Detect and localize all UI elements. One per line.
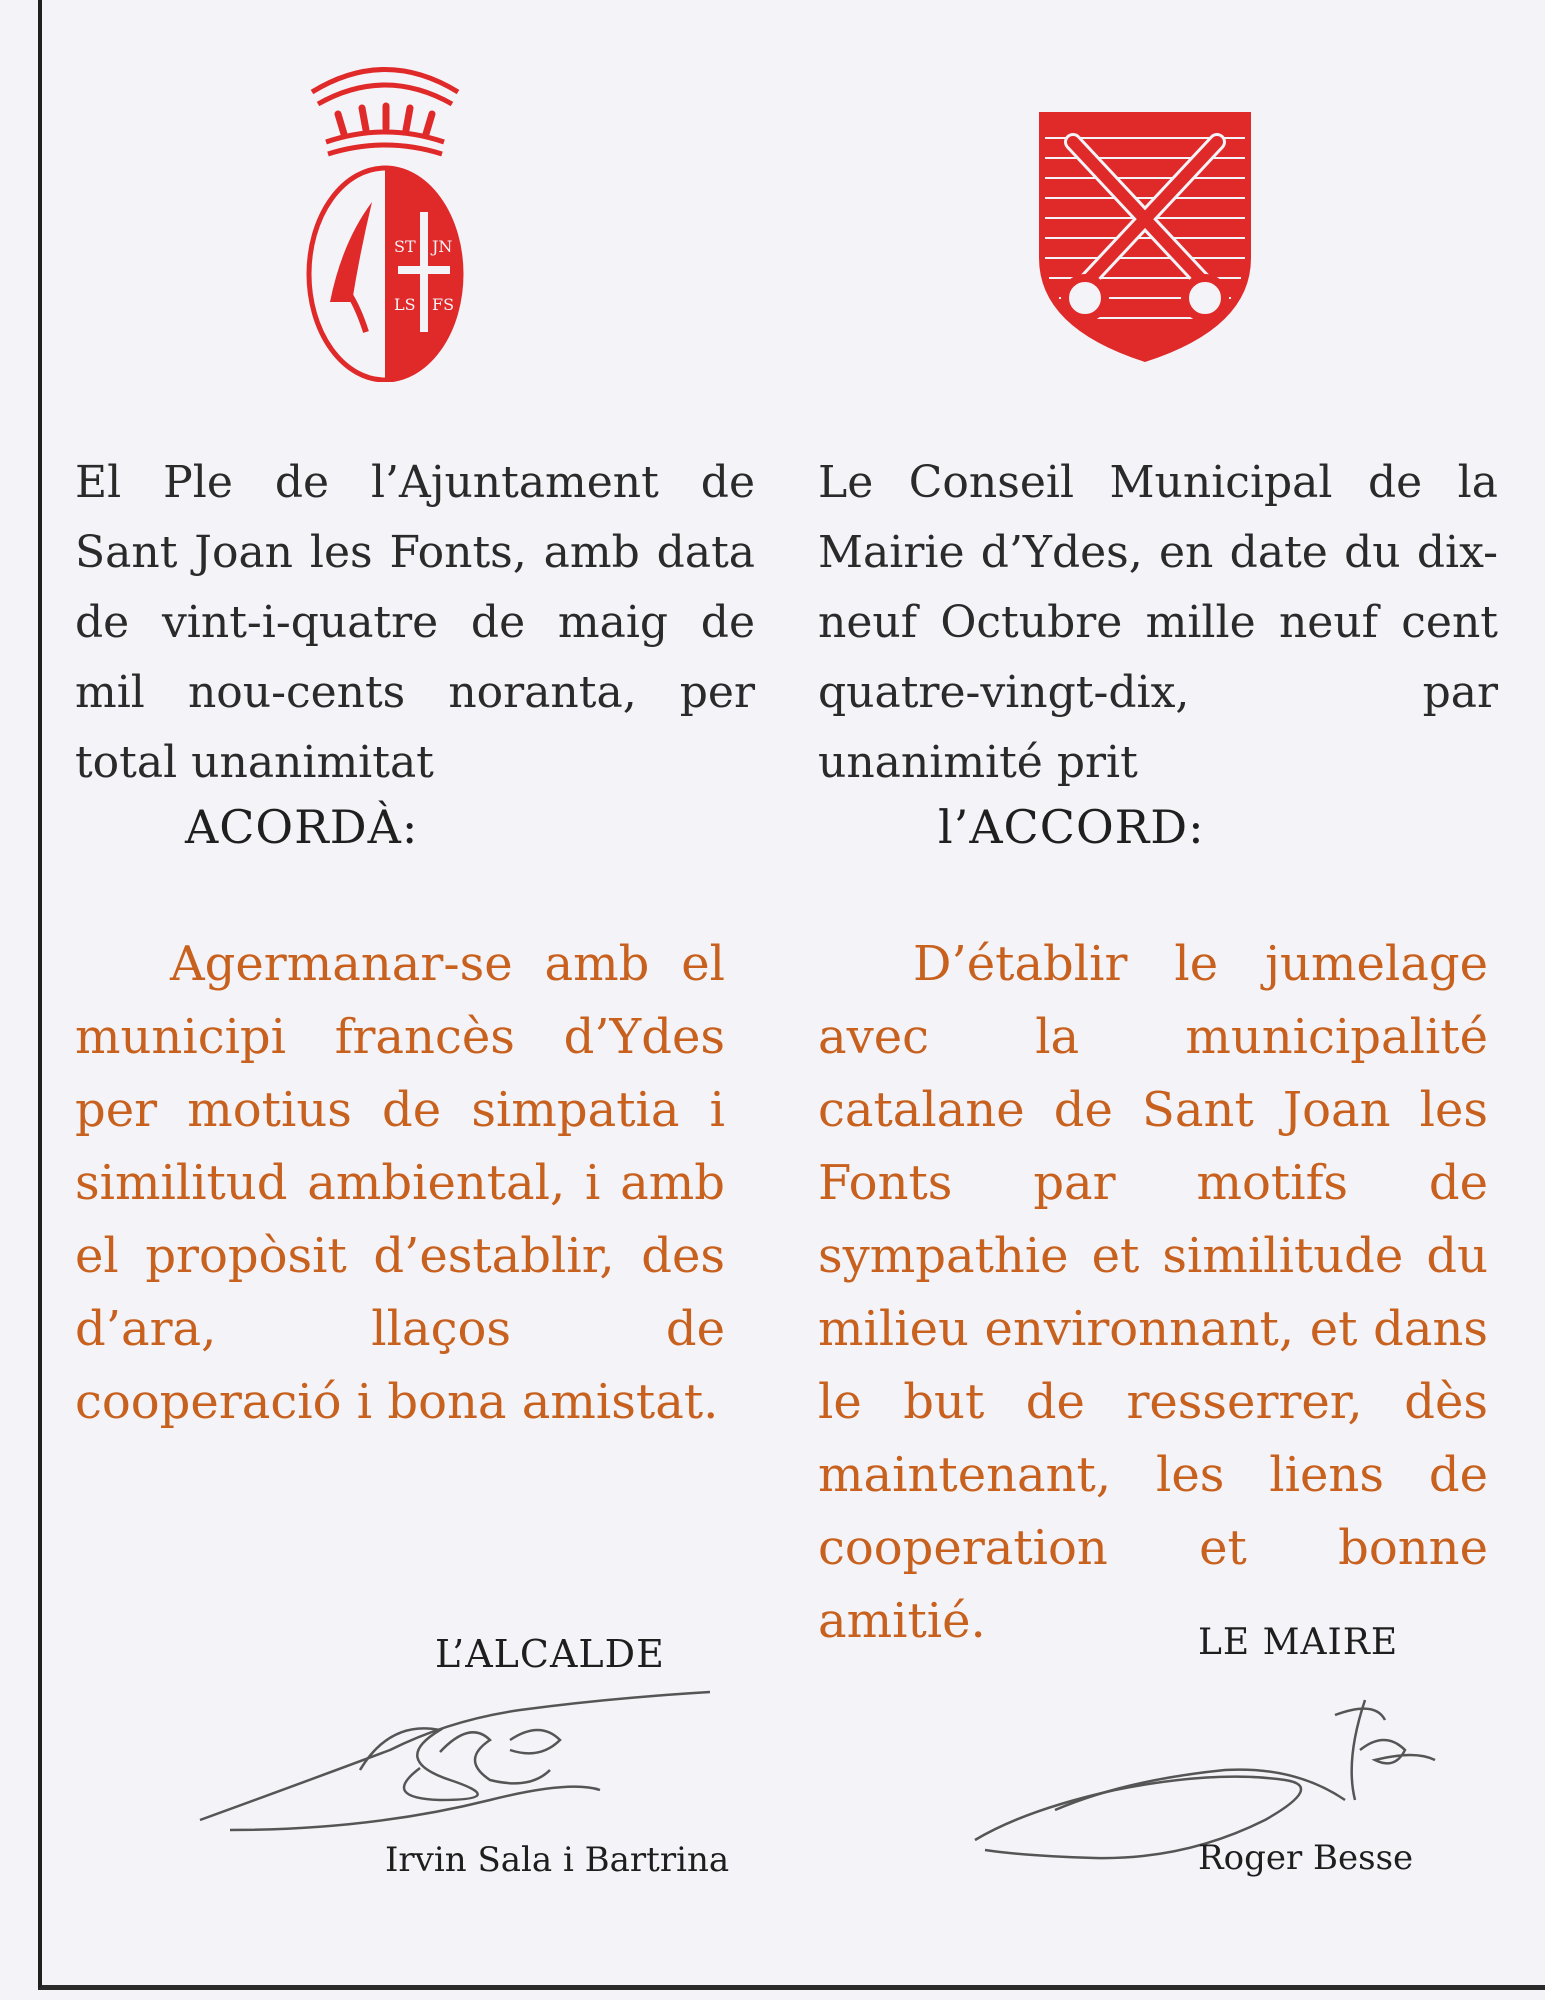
emblem-text-ls: LS: [394, 295, 416, 314]
catalan-heading: ACORDÀ:: [185, 800, 419, 854]
alcalde-signature: [190, 1680, 730, 1850]
maire-name: Roger Besse: [1198, 1838, 1414, 1878]
french-intro-text: Le Conseil Municipal de la Mairie d’Ydes, en date du dix-neuf Octubre mille neuf cent quatre-vingt-dix, par unanimité prit: [818, 457, 1498, 788]
alcalde-title: L’ALCALDE: [435, 1632, 665, 1676]
catalan-intro-text: El Ple de l’Ajuntament de Sant Joan les Fonts, amb data de vint-i-quatre de maig de mil nou-cents noranta, per total unanimitat: [75, 457, 755, 788]
french-heading: l’ACCORD:: [938, 800, 1205, 854]
alcalde-name: Irvin Sala i Bartrina: [385, 1840, 730, 1880]
emblem-text-jn: JN: [432, 237, 453, 256]
french-agreement-text: D’établir le jumelage avec la municipalité catalane de Sant Joan les Fonts par motifs de sympathie et similitude du milieu environnant, et dans le but de resserrer, dès maintenant, les liens de cooperation et bonne amitié.: [818, 936, 1488, 1649]
emblem-text-fs: FS: [432, 295, 455, 314]
sant-joan-coat-of-arms-icon: [300, 52, 470, 382]
ydes-coat-of-arms-icon: [1035, 108, 1255, 366]
catalan-agreement-text: Agermanar-se amb el municipi francès d’Ydes per motius de simpatia i similitud ambiental, i amb el propòsit d’establir, des d’ara, llaços de cooperació i bona amistat.: [75, 936, 725, 1430]
maire-title: LE MAIRE: [1198, 1622, 1399, 1663]
emblem-text-st: ST: [394, 237, 416, 256]
